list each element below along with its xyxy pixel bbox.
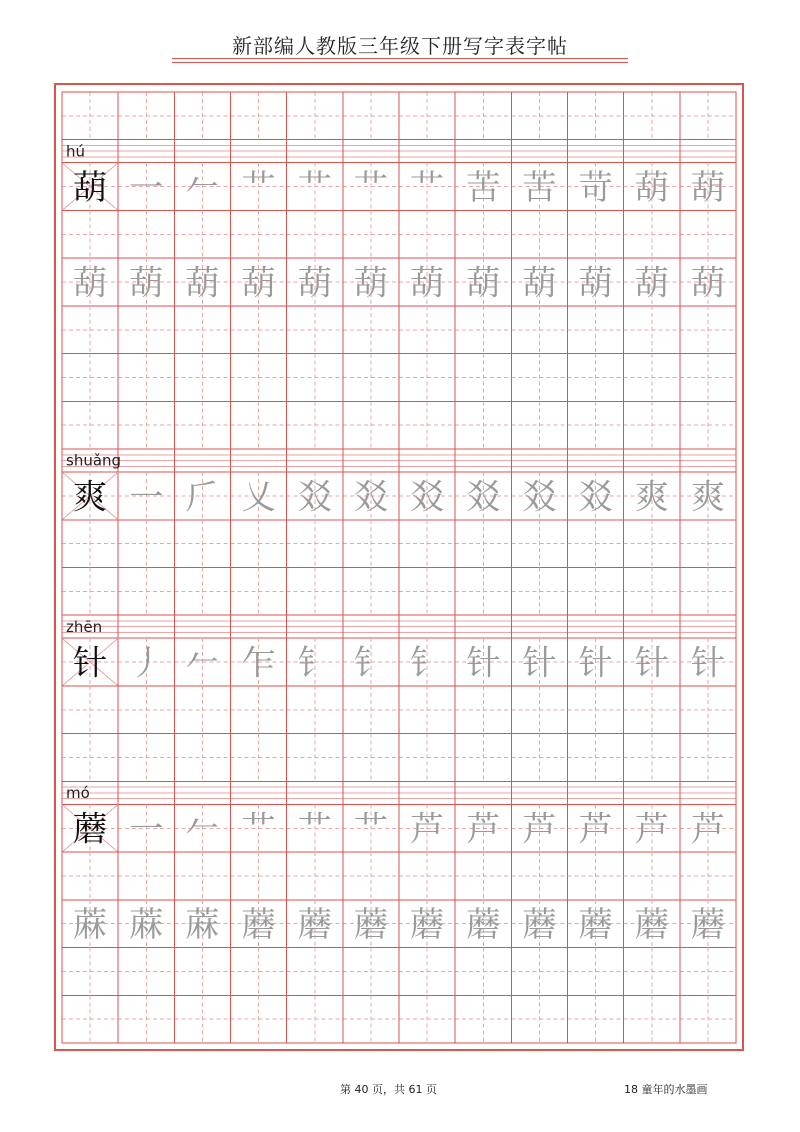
lesson-title: 18 童年的水墨画 [624, 1083, 708, 1096]
trace-character: 㸚 [409, 477, 445, 518]
trace-character: 𠂉 [185, 167, 220, 208]
trace-character: 艹 [297, 167, 332, 208]
trace-character: 葫 [578, 263, 613, 304]
trace-character: 针 [466, 643, 501, 684]
trace-character: 蘑 [297, 905, 332, 946]
trace-character: 葫 [690, 167, 726, 208]
trace-character: 艹 [241, 167, 276, 208]
model-character: 爽 [72, 477, 108, 518]
trace-character: 蘑 [634, 905, 669, 946]
trace-character: 芦 [409, 809, 445, 850]
page-title: 新部编人教版三年级下册写字表字帖 [232, 34, 568, 58]
trace-character: 针 [634, 643, 669, 684]
trace-character: 蘑 [578, 905, 613, 946]
trace-character: 艹 [409, 167, 445, 208]
trace-character: 针 [690, 643, 726, 684]
trace-character: 芦 [690, 809, 726, 850]
model-character: 针 [72, 643, 108, 684]
trace-character: 葫 [185, 263, 220, 304]
trace-character: 苛 [578, 167, 613, 208]
trace-character: 𠂆 [185, 477, 220, 518]
trace-character: 爽 [690, 477, 726, 518]
trace-character: 㸚 [353, 477, 389, 518]
trace-character: 蘑 [466, 905, 501, 946]
trace-character: 葫 [129, 263, 164, 304]
trace-character: 葫 [297, 263, 332, 304]
trace-character: 艹 [353, 167, 389, 208]
trace-character: 蔴 [72, 905, 108, 946]
model-character: 蘑 [72, 809, 108, 850]
trace-character: 一 [129, 167, 164, 208]
trace-character: 艹 [353, 809, 389, 850]
trace-character: 芦 [522, 809, 557, 850]
trace-character: 蔴 [129, 905, 164, 946]
trace-character: 芦 [634, 809, 669, 850]
trace-character: 钅 [297, 643, 332, 684]
trace-character: 葫 [690, 263, 726, 304]
trace-character: 钅 [409, 643, 445, 684]
trace-character: 葫 [466, 263, 501, 304]
trace-character: 苦 [466, 167, 501, 208]
model-character: 葫 [72, 167, 108, 208]
pinyin-label: mó [66, 783, 90, 802]
trace-character: 艹 [297, 809, 332, 850]
trace-character: 苦 [522, 167, 557, 208]
trace-character: 蔴 [185, 905, 220, 946]
trace-character: 葫 [522, 263, 557, 304]
trace-character: 一 [129, 477, 164, 518]
trace-character: 葫 [634, 167, 669, 208]
pinyin-label: hú [66, 142, 86, 161]
trace-character: 蘑 [409, 905, 445, 946]
trace-character: 芦 [466, 809, 501, 850]
trace-character: 㸚 [466, 477, 501, 518]
trace-character: 㸚 [522, 477, 557, 518]
trace-character: 𠂉 [185, 643, 220, 684]
trace-character: 钅 [353, 643, 389, 684]
trace-character: 㸚 [578, 477, 613, 518]
trace-character: 针 [578, 643, 613, 684]
trace-character: 蘑 [241, 905, 276, 946]
trace-character: 蘑 [353, 905, 389, 946]
page-number: 第 40 页，共 61 页 [340, 1083, 437, 1096]
pinyin-label: zhēn [66, 617, 103, 636]
trace-character: 𠂉 [185, 809, 220, 850]
trace-character: 蘑 [690, 905, 726, 946]
trace-character: 针 [522, 643, 557, 684]
trace-character: 葫 [409, 263, 445, 304]
trace-character: 㸚 [297, 477, 332, 518]
trace-character: 爽 [634, 477, 669, 518]
trace-character: 葫 [353, 263, 389, 304]
trace-character: 艹 [241, 809, 276, 850]
trace-character: 蘑 [522, 905, 557, 946]
trace-character: 乍 [241, 643, 276, 684]
trace-character: 乂 [241, 477, 276, 518]
trace-character: 葫 [72, 263, 108, 304]
trace-character: 葫 [634, 263, 669, 304]
trace-character: 芦 [578, 809, 613, 850]
trace-character: 丿 [129, 643, 164, 684]
trace-character: 葫 [241, 263, 276, 304]
pinyin-label: shuǎng [66, 451, 122, 470]
trace-character: 一 [129, 809, 164, 850]
